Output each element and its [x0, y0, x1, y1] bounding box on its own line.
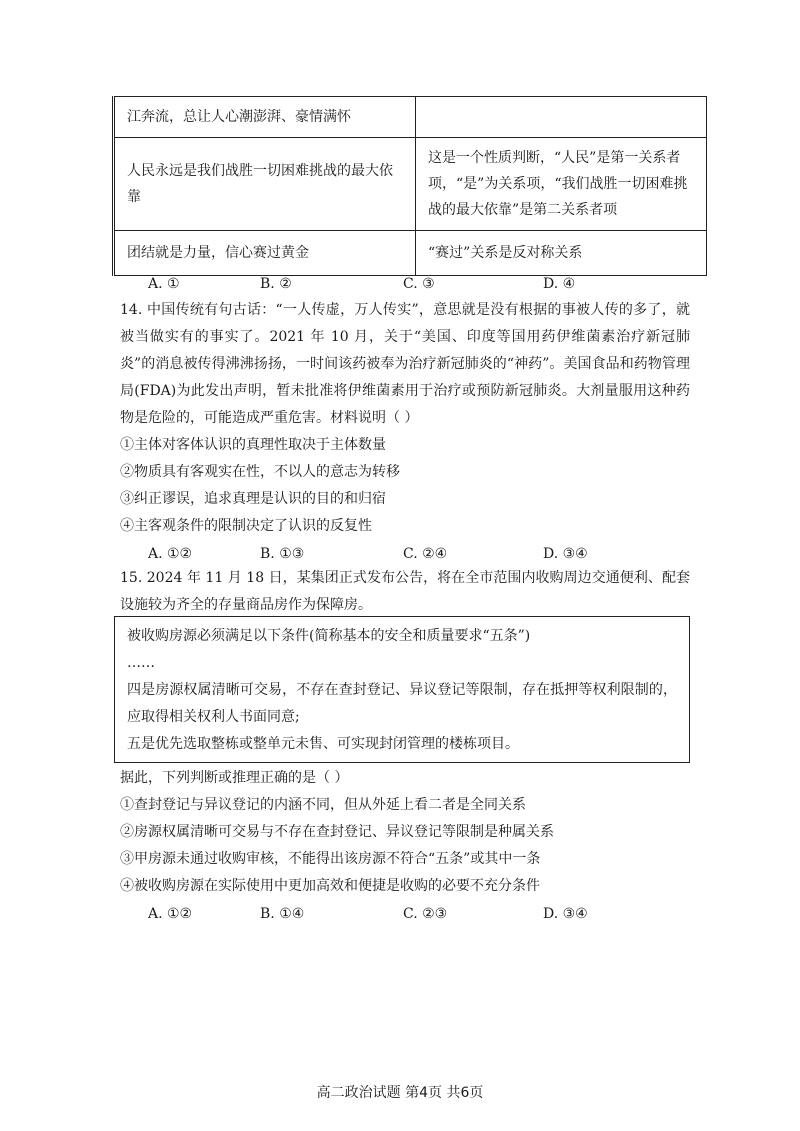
option-c[interactable]: C. ②④ [403, 546, 448, 562]
q14-item-3: ③纠正谬误，追求真理是认识的目的和归宿 [120, 491, 386, 507]
option-c[interactable]: C. ②③ [403, 906, 448, 922]
q15-stem: 15. 2024 年 11 月 18 日，某集团正式发布公告，将在全市范围内收购周边交通便利、配套设施较为齐全的存量商品房作为保障房。 [120, 570, 690, 613]
table-cell [416, 97, 707, 138]
q15-item-4: ④被收购房源在实际使用中更加高效和便捷是收购的必要不充分条件 [120, 878, 540, 894]
box-line: 四是房源权属清晰可交易，不存在查封登记、异议登记等限制，存在抵押等权利限制的，应取得相关权利人书面同意; [127, 682, 677, 725]
table-row [114, 138, 707, 231]
q13-options [148, 271, 748, 297]
page-footer: 高二政治试题 第4页 共6页 [316, 1085, 484, 1101]
option-d[interactable]: D. ③④ [543, 546, 588, 562]
table-cell: “赛过”关系是反对称关系 [416, 231, 707, 276]
option-a[interactable]: A. ①② [148, 546, 193, 562]
q14-options [148, 541, 748, 567]
option-d[interactable]: D. ④ [543, 276, 576, 292]
q14-stem: 14. 中国传统有句古话：“一人传虚，万人传实”，意思就是没有根据的事被人传的多了，就被当做实有的事实了。2021 年 10 月，关于“美国、印度等国用药伊维菌素治疗新冠肺炎”的消息被传得沸沸扬扬，一时间该药被奉为治疗新冠肺炎的“神药”。美国食品和药物管理局(FDA)为此发出声明，暂未批准将伊维菌素用于治疗或预防新冠肺炎。大剂量服用这种药物是危险的，可能造成严重危害。材料说明（ ） [120, 302, 690, 426]
option-a[interactable]: A. ①② [148, 906, 193, 922]
q15-item-3: ③甲房源未通过收购审核，不能得出该房源不符合“五条”或其中一条 [120, 851, 541, 867]
q15-item-2: ②房源权属清晰可交易与不存在查封登记、异议登记等限制是种属关系 [120, 824, 554, 840]
table-cell: 江奔流，总让人心潮澎湃、豪情满怀 [114, 97, 416, 138]
q15-item-1: ①查封登记与异议登记的内涵不同，但从外延上看二者是全同关系 [120, 797, 526, 813]
table-cell: 这是一个性质判断，“人民”是第一关系者项，“是”为关系项，“我们战胜一切困难挑战的最大依靠”是第二关系者项 [416, 138, 707, 231]
box-line: 被收购房源必须满足以下条件(简称基本的安全和质量要求“五条”) [127, 628, 531, 644]
option-b[interactable]: B. ①④ [260, 906, 305, 922]
q14-item-4: ④主客观条件的限制决定了认识的反复性 [120, 518, 372, 534]
q15-question: 据此，下列判断或推理正确的是（ ） [120, 770, 349, 786]
conditions-box [114, 616, 690, 763]
box-line: …… [127, 655, 155, 671]
option-b[interactable]: B. ①③ [260, 546, 305, 562]
q14-item-1: ①主体对客体认识的真理性取决于主体数量 [120, 437, 386, 453]
box-line: 五是优先选取整栋或整单元未售、可实现封闭管理的楼栋项目。 [127, 736, 519, 752]
logic-table [112, 96, 707, 276]
table-cell: 团结就是力量，信心赛过黄金 [114, 231, 416, 276]
table-row [114, 97, 707, 138]
option-d[interactable]: D. ③④ [543, 906, 588, 922]
option-a[interactable]: A. ① [148, 276, 180, 292]
option-c[interactable]: C. ③ [403, 276, 435, 292]
table-row [114, 231, 707, 276]
q15-options [148, 901, 748, 927]
table-cell: 人民永远是我们战胜一切困难挑战的最大依靠 [114, 138, 416, 231]
q14-item-2: ②物质具有客观实在性，不以人的意志为转移 [120, 464, 400, 480]
option-b[interactable]: B. ② [260, 276, 292, 292]
